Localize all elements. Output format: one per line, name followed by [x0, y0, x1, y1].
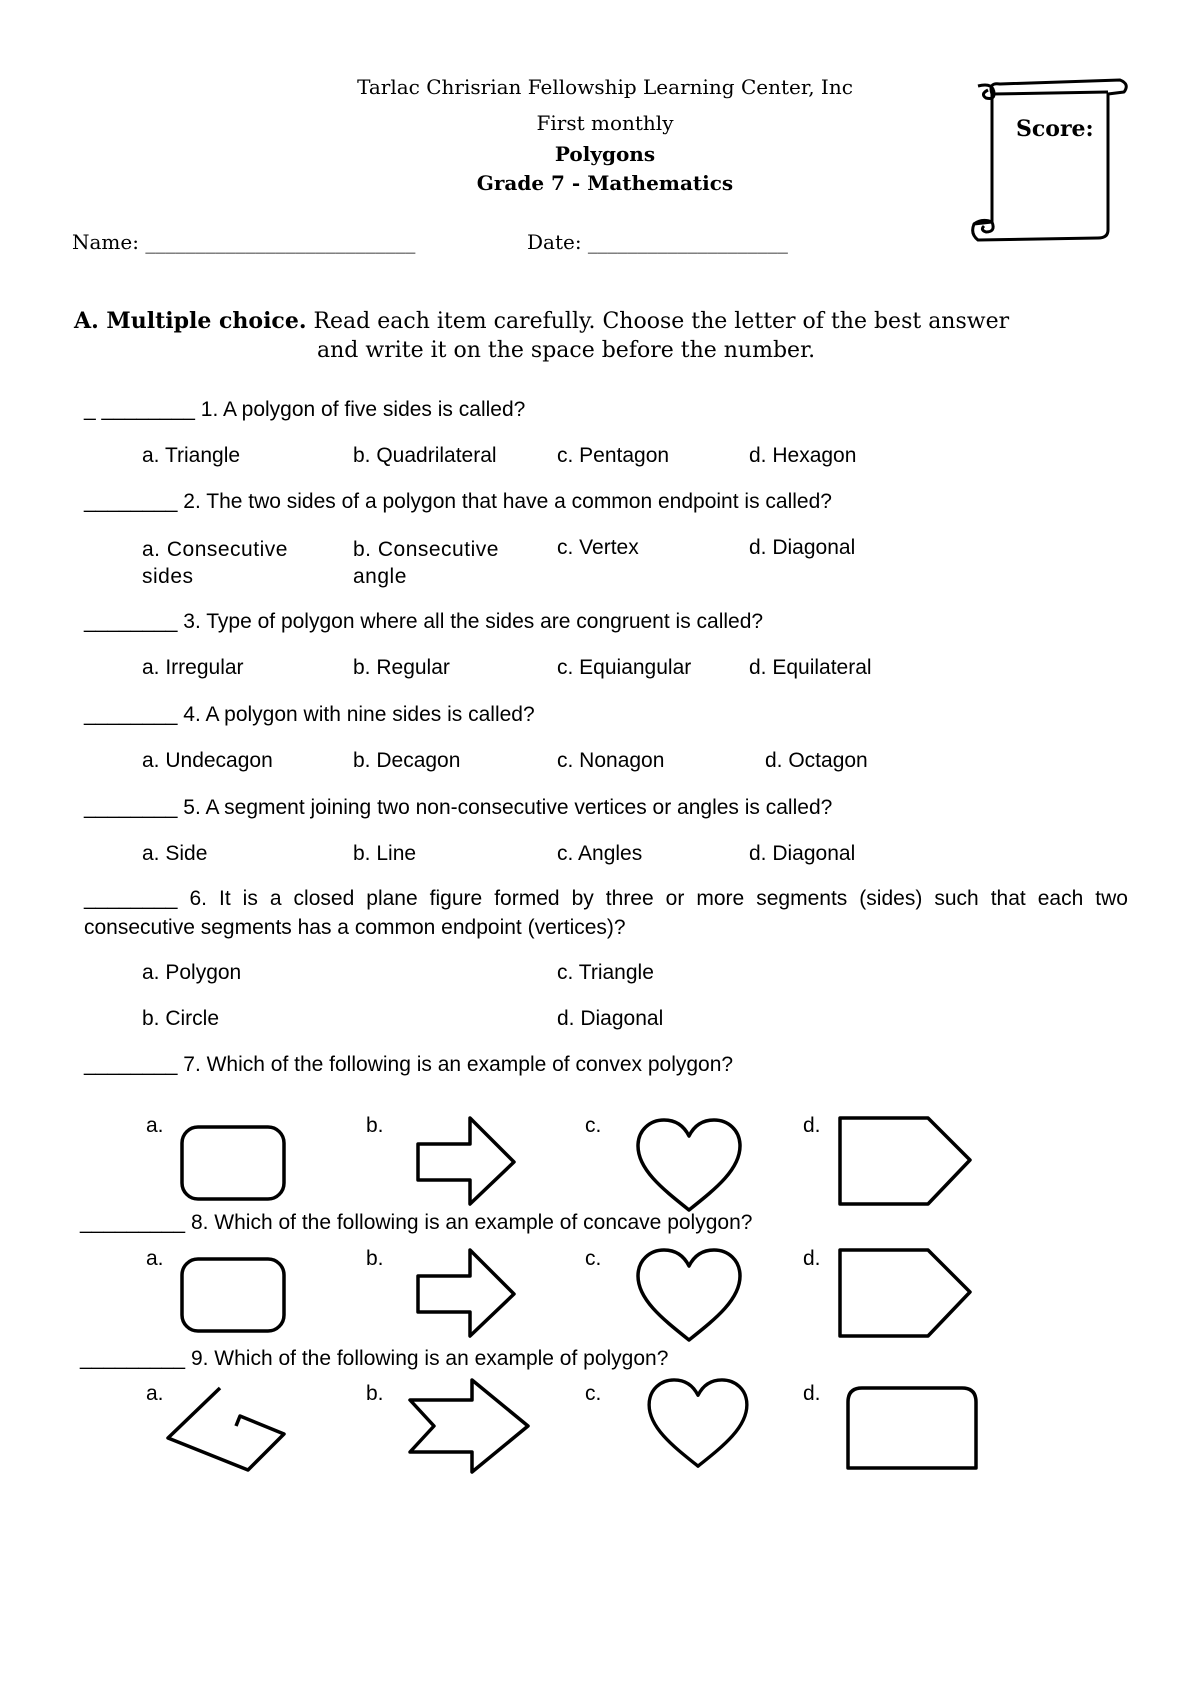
q1-option-a[interactable]: a. Triangle: [142, 444, 241, 467]
q7-option-b[interactable]: b.: [366, 1114, 384, 1137]
q8-option-b[interactable]: b.: [366, 1247, 384, 1270]
q1-option-b[interactable]: b. Quadrilateral: [353, 444, 497, 467]
score-scroll-icon: [970, 72, 1130, 242]
question-8: _________ 8. Which of the following is an example of concave polygon?: [80, 1211, 753, 1234]
instructions: [74, 307, 1009, 365]
q4-option-b[interactable]: b. Decagon: [353, 749, 461, 772]
pentagon-tag-figure[interactable]: [836, 1248, 974, 1340]
heart-figure[interactable]: [645, 1378, 751, 1470]
q9-option-c[interactable]: c.: [585, 1382, 602, 1405]
q5-option-c[interactable]: c. Angles: [557, 842, 643, 865]
q7-option-a[interactable]: a.: [146, 1114, 164, 1137]
q2-option-d[interactable]: d. Diagonal: [749, 536, 856, 559]
pentagon-tag-figure[interactable]: [836, 1116, 974, 1208]
question-1: _ ________ 1. A polygon of five sides is called?: [84, 398, 526, 421]
rounded-rectangle-figure[interactable]: [180, 1257, 286, 1333]
q3-option-a[interactable]: a. Irregular: [142, 656, 244, 679]
arrow-figure[interactable]: [416, 1248, 516, 1338]
score-label: Score:: [1016, 116, 1094, 142]
exam-title: First monthly: [536, 111, 674, 135]
q6-option-d[interactable]: d. Diagonal: [557, 1007, 664, 1030]
date-field[interactable]: Date: ____________________: [527, 230, 788, 254]
q3-option-d[interactable]: d. Equilateral: [749, 656, 872, 679]
q1-option-c[interactable]: c. Pentagon: [557, 444, 670, 467]
q1-option-d[interactable]: d. Hexagon: [749, 444, 857, 467]
q2-option-b[interactable]: b. Consecutive angle: [353, 538, 499, 588]
question-9: _________ 9. Which of the following is an example of polygon?: [80, 1347, 669, 1370]
heart-figure[interactable]: [634, 1248, 744, 1344]
school-name: Tarlac Chrisrian Fellowship Learning Center, Inc: [357, 75, 853, 99]
open-quadrilateral-figure[interactable]: [164, 1386, 288, 1472]
q3-option-c[interactable]: c. Equiangular: [557, 656, 692, 679]
q4-option-c[interactable]: c. Nonagon: [557, 749, 665, 772]
instructions-line1: Read each item carefully. Choose the letter of the best answer: [306, 309, 1010, 334]
q5-option-a[interactable]: a. Side: [142, 842, 208, 865]
arrow-figure[interactable]: [416, 1116, 516, 1206]
q8-option-d[interactable]: d.: [803, 1247, 821, 1270]
q9-option-b[interactable]: b.: [366, 1382, 384, 1405]
q9-option-a[interactable]: a.: [146, 1382, 164, 1405]
q7-option-c[interactable]: c.: [585, 1114, 602, 1137]
q5-option-b[interactable]: b. Line: [353, 842, 417, 865]
instructions-heading: A. Multiple choice.: [74, 308, 307, 334]
question-2: ________ 2. The two sides of a polygon that have a common endpoint is called?: [84, 490, 832, 513]
notched-arrow-figure[interactable]: [408, 1378, 532, 1474]
q4-option-d[interactable]: d. Octagon: [765, 749, 868, 772]
q8-option-c[interactable]: c.: [585, 1247, 602, 1270]
q8-option-a[interactable]: a.: [146, 1247, 164, 1270]
q6-option-b[interactable]: b. Circle: [142, 1007, 220, 1030]
rounded-rectangle-figure[interactable]: [180, 1125, 286, 1201]
name-field[interactable]: Name: ___________________________: [72, 230, 416, 254]
q6-option-a[interactable]: a. Polygon: [142, 961, 242, 984]
q2-option-a[interactable]: a. Consecutive sides: [142, 538, 288, 588]
question-4: ________ 4. A polygon with nine sides is called?: [84, 703, 535, 726]
q7-option-d[interactable]: d.: [803, 1114, 821, 1137]
q3-option-b[interactable]: b. Regular: [353, 656, 450, 679]
q5-option-d[interactable]: d. Diagonal: [749, 842, 856, 865]
question-5: ________ 5. A segment joining two non-consecutive vertices or angles is called?: [84, 796, 833, 819]
q2-option-c[interactable]: c. Vertex: [557, 536, 639, 559]
rounded-top-rectangle-figure[interactable]: [846, 1386, 978, 1470]
heart-figure[interactable]: [634, 1118, 744, 1214]
question-3: ________ 3. Type of polygon where all the sides are congruent is called?: [84, 610, 764, 633]
topic-title: Polygons: [554, 142, 656, 166]
q9-option-d[interactable]: d.: [803, 1382, 821, 1405]
question-7: ________ 7. Which of the following is an example of convex polygon?: [84, 1053, 734, 1076]
question-6: ________ 6. It is a closed plane figure formed by three or more segments (sides) such that each two consecutive segments has a common endpoint (vertices)?: [84, 887, 1128, 939]
q4-option-a[interactable]: a. Undecagon: [142, 749, 273, 772]
subject-title: Grade 7 - Mathematics: [476, 171, 734, 195]
q6-option-c[interactable]: c. Triangle: [557, 961, 654, 984]
instructions-line2: and write it on the space before the number.: [317, 338, 816, 363]
